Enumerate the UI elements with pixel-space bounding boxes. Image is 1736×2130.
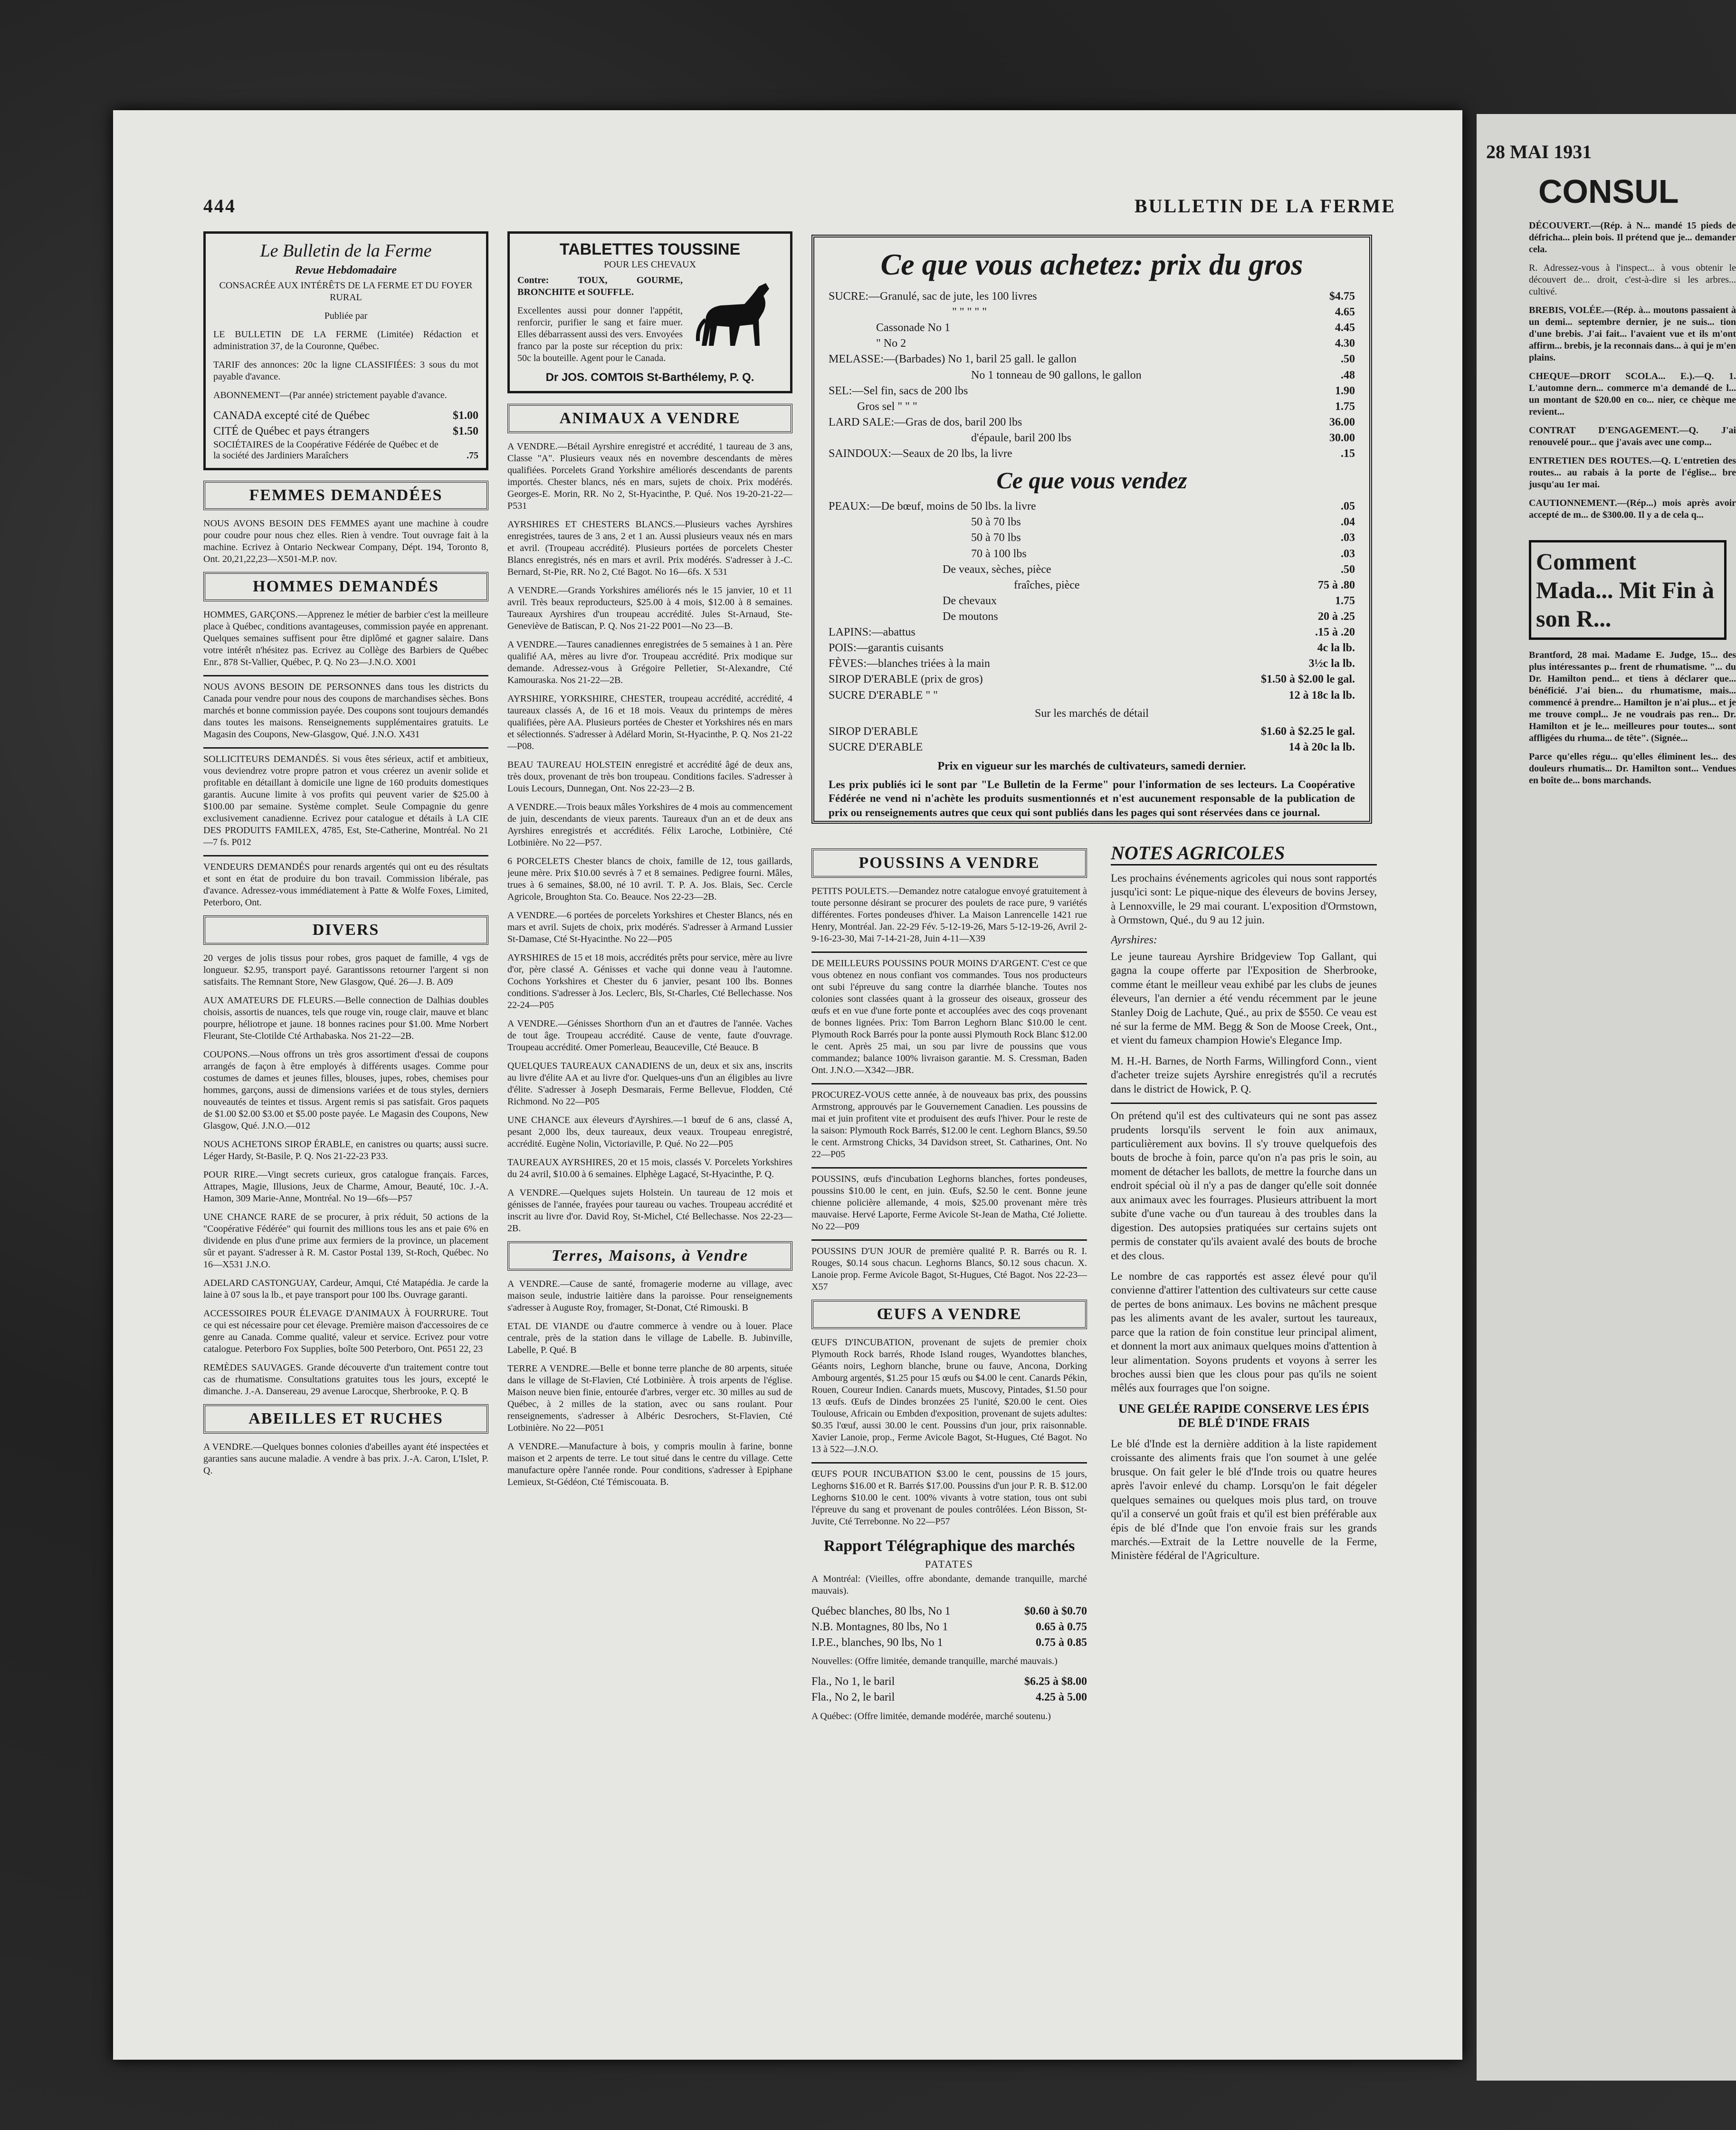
broche-paragraph-1: On prétend qu'il est des cultivateurs qui ne sont pas assez prudents lorsqu'ils servent le foin aux animaux, particulièrement aux bovins. Il s'y trouve quelquefois des bouts de broche à foin, parce qu'on n'a pas pris le soin, au moment de détacher les ballots, de mettre la fourche dans un endroit spécial où il n'y a pas de danger qu'elle soit donnée aux animaux avec les fourrages. Plusieurs attribuent la mort subite d'une vache ou d'un taureau à des troubles dans la digestion. Des autopsies pratiquées sur certains sujets ont permis de constater qu'ils avaient avalé des bouts de broche et des clous. bbox=[1111, 1110, 1377, 1262]
price-row bbox=[829, 399, 1355, 415]
classified-ad: BEAU TAUREAU HOLSTEIN enregistré et accrédité âgé de deux ans, très doux, provenant de très bon troupeau. Conditions faciles. S'adresser à Louis Lecours, Dunnegan, Ont. Nos 22-23—2 B. bbox=[507, 760, 792, 794]
prices-validity: Prix en vigueur sur les marchés de cultivateurs, samedi dernier. bbox=[937, 760, 1246, 772]
market-value: $0.60 à $0.70 bbox=[1024, 1605, 1087, 1617]
price-label: 70 à 100 lbs bbox=[971, 547, 1027, 560]
market-montreal: A Montréal: (Vieilles, offre abondante, demande tranquille, marché mauvais). bbox=[811, 1574, 1087, 1596]
broche-paragraph-2: Le nombre de cas rapportés est assez élevé pour qu'il convienne d'attirer l'attention des cultivateurs sur cette cause de pertes de bons animaux. Les bovins ne mâchent presque pas les aliments avant de les avaler, surtout les taureaux, parce que la ration de foin constitue leur principal aliment, et donnent la mort aux animaux quelques moins d'attention à leur alimentation. Soyons prudents et voyons à serrer les broches aussi bien que les clous pour pas qu'ils ne soient mêlés aux fourrages que l'on soigne. bbox=[1111, 1270, 1377, 1394]
price-value: 3½c la lb. bbox=[1308, 657, 1355, 670]
price-label: SIROP D'ERABLE (prix de gros) bbox=[829, 673, 983, 686]
price-value: .04 bbox=[1341, 516, 1355, 529]
divider bbox=[811, 1462, 1087, 1464]
divider bbox=[811, 1167, 1087, 1169]
classified-ad: DE MEILLEURS POUSSINS POUR MOINS D'ARGENT. C'est ce que vous obtenez en nous confiant vos commandes. Tous nos producteurs ont subi l'épreuve du sang contre la diarrhée blanche. Toutes nos colonies sont classées quant à la grosseur des oiseaux, grosseur des œufs et en vue d'une forte ponte et accouplées avec des coqs provenant de bonnes lignées. Prix: Tom Barron Leghorn Blanc $10.00 le cent. Plymouth Rock Barrés pour la ponte aussi Plymouth Rock Blanc $12.00 le cent. Après 25 mai, un sou par livre de poussins que vous commandez; balance 100% livraison garantie. M. S. Cressman, Baden Ont. J.N.O.—X342—JBR. bbox=[811, 958, 1087, 1075]
price-row bbox=[829, 625, 1355, 640]
column-4 bbox=[1111, 842, 1377, 2039]
price-label: d'épaule, baril 200 lbs bbox=[971, 431, 1071, 444]
divider bbox=[811, 1239, 1087, 1241]
price-label: SUCRE:—Granulé, sac de jute, les 100 livres bbox=[829, 290, 1037, 303]
classified-ad: A VENDRE.—Taures canadiennes enregistrées de 5 semaines à 1 an. Père qualifié AA, mères au livre d'or. Troupeau accrédité. Prix modique sur demande. Adressez-vous à Grégoire Pelletier, St-Alexandre, Cté Kamouraska. Nos 21-22—2B. bbox=[507, 639, 792, 685]
divider bbox=[1111, 1103, 1377, 1104]
next-page-ad-text: Brantford, 28 mai. Madame E. Judge, 15... des plus intéressantes p... frent de rhumatisme. "... du Dr. Hamilton pend... et tiens à déclarer que... bénéficié. J'ai bien... du rhumatisme, mais... commencé à prendre... Hamilton je n'ai plus... et je me trouve compl... Je ne voudrais pas ren... Dr. Hamilton et je le... meilleures pour toutes... sont affligées du rhuma... de tête". (Signée... bbox=[1529, 650, 1736, 743]
price-value: 4.65 bbox=[1335, 306, 1355, 319]
subscription-value: $1.50 bbox=[453, 425, 478, 438]
classified-ad: A VENDRE.—Génisses Shorthorn d'un an et d'autres de l'année. Vaches de tout âge. Troupeau accrédité. Cause de vente, faute d'ouvrage. Troupeau accrédité. Omer Pomerleau, Beauceville, Cté Beauce. B bbox=[507, 1018, 792, 1053]
price-label: SUCRE D'ERABLE " " bbox=[829, 689, 938, 702]
section-femmes-demandees: FEMMES DEMANDÉES bbox=[203, 481, 488, 510]
section-abeilles-et-ruches: ABEILLES ET RUCHES bbox=[203, 1404, 488, 1434]
subscription-row bbox=[213, 439, 478, 461]
classified-ad: NOUS AVONS BESOIN DES FEMMES ayant une machine à coudre pour coudre pour nous chez elles. Rien à vendre. Tout ouvrage fait à la machine. Ecrivez à Ontario Neckwear Company, Dépt. 194, Toronto 8, Ont. 20,21,22,23—X501-M.P. nov. bbox=[203, 518, 488, 565]
masthead-subtitle: Revue Hebdomadaire bbox=[295, 264, 397, 276]
price-row bbox=[829, 656, 1355, 672]
retail-caption: Sur les marchés de détail bbox=[1035, 707, 1149, 720]
masthead-rates: TARIF des annonces: 20c la ligne CLASSIFIÉES: 3 sous du mot payable d'avance. bbox=[213, 360, 478, 382]
market-nouvelles: Nouvelles: (Offre limitée, demande tranquille, marché mauvais.) bbox=[811, 1656, 1058, 1667]
market-value: 0.65 à 0.75 bbox=[1036, 1621, 1087, 1634]
column-1 bbox=[203, 231, 488, 2036]
market-row bbox=[811, 1635, 1087, 1651]
price-label: SEL:—Sel fin, sacs de 200 lbs bbox=[829, 384, 968, 397]
ayrshires-label: Ayrshires: bbox=[1111, 933, 1157, 946]
divider bbox=[203, 747, 488, 749]
section-poussins-a-vendre: POUSSINS A VENDRE bbox=[811, 848, 1087, 878]
price-value: $1.50 à $2.00 le gal. bbox=[1261, 673, 1355, 686]
price-value: 12 à 18c la lb. bbox=[1288, 689, 1355, 702]
classified-ad: PETITS POULETS.—Demandez notre catalogue envoyé gratuitement à toute personne désirant se procurer des poulets de race pure, 9 variétés différentes. Fortes pondeuses d'hiver. La Maison Lanrencelle 1421 rue Henry, Montréal. Jan. 22-29 Fév. 5-12-19-26, Mars 5-12-19-26, Avril 2-9-16-23-30, Mai 7-14-21-28, Juin 4-11—X39 bbox=[811, 886, 1087, 944]
masthead-publisher: LE BULLETIN DE LA FERME (Limitée) Rédaction et administration 37, de la Couronne, Québec. bbox=[213, 329, 478, 352]
price-label: SUCRE D'ERABLE bbox=[829, 741, 923, 753]
price-label: SAINDOUX:—Seaux de 20 lbs, la livre bbox=[829, 447, 1012, 460]
buy-prices-list bbox=[829, 289, 1355, 462]
next-page-columns bbox=[1529, 220, 1736, 521]
classified-ad: ADELARD CASTONGUAY, Cardeur, Amqui, Cté Matapédia. Je carde la laine à 07 sous la lb., et paye transport pour 100 lbs. Ouvrage garanti. bbox=[203, 1278, 488, 1301]
classified-ad: TAUREAUX AYRSHIRES, 20 et 15 mois, classés V. Porcelets Yorkshires du 24 avril, $10.00 à 6 semaines. Elphège Lagacé, St-Hyacinthe, P. Q. bbox=[507, 1157, 792, 1179]
divider bbox=[203, 675, 488, 676]
price-label: " " " " " bbox=[952, 306, 987, 319]
toussine-subtitle: POUR LES CHEVAUX bbox=[603, 259, 696, 270]
price-value: 4.30 bbox=[1335, 337, 1355, 350]
classified-ad: REMÈDES SAUVAGES. Grande découverte d'un traitement contre tout cas de rhumatisme. Consultations gratuites tous les jours, excepté le dimanche. J.-A. Dansereau, 29 avenue Larocque, Sherbrooke, P. Q. B bbox=[203, 1362, 488, 1397]
market-row bbox=[811, 1690, 1087, 1705]
price-value: .03 bbox=[1341, 547, 1355, 560]
market-quebec: A Québec: (Offre limitée, demande modérée, marché soutenu.) bbox=[811, 1711, 1051, 1721]
next-page-date: 28 MAI 1931 bbox=[1486, 141, 1592, 162]
price-label: De moutons bbox=[943, 610, 998, 623]
price-row bbox=[829, 609, 1355, 625]
classified-ad: QUELQUES TAUREAUX CANADIENS de un, deux et six ans, inscrits au livre d'élite AA et au livre d'or. Quelques-uns d'un an éligibles au livre d'élite. S'adresser à Joseph Desmarais, Ferme Bellevue, Flodden, Cté Richmond. No 22—P05 bbox=[507, 1061, 792, 1107]
toussine-against: Contre: TOUX, GOURME, BRONCHITE et SOUFFLE. bbox=[517, 275, 683, 297]
horse-icon bbox=[687, 275, 782, 355]
price-row bbox=[829, 688, 1355, 704]
price-value: 20 à .25 bbox=[1318, 610, 1355, 623]
classified-ad: NOUS ACHETONS SIROP ÉRABLE, en canistres ou quarts; aussi sucre. Léger Hardy, St-Basile, P. Q. Nos 21-22-23 P33. bbox=[203, 1139, 488, 1162]
section-divers: DIVERS bbox=[203, 915, 488, 945]
price-value: 4c la lb. bbox=[1317, 642, 1355, 655]
masthead-box bbox=[203, 231, 488, 470]
price-label: De chevaux bbox=[943, 594, 997, 607]
next-page-fragment: CHEQUE—DROIT SCOLA... E.).—Q. 1. L'automne dern... commerce m'a demandé de l... un montant de $20.00 en co... nier, ce chèque me revient... bbox=[1529, 371, 1736, 417]
price-label: 50 à 70 lbs bbox=[971, 516, 1021, 529]
market-label: N.B. Montagnes, 80 lbs, No 1 bbox=[811, 1621, 948, 1634]
price-row bbox=[829, 546, 1355, 562]
price-label: Cassonade No 1 bbox=[876, 322, 950, 334]
column-3 bbox=[811, 842, 1087, 2039]
price-value: .48 bbox=[1341, 369, 1355, 381]
next-page-ad-title: Comment Mada... Mit Fin à son R... bbox=[1529, 540, 1726, 640]
next-page-fragment: ENTRETIEN DES ROUTES.—Q. L'entretien des routes... au rabais à la porte de l'église... bre jusqu'au 1er mai. bbox=[1529, 456, 1736, 490]
next-page-edge bbox=[1477, 114, 1736, 2081]
classified-ad: A VENDRE.—6 portées de porcelets Yorkshires et Chester Blancs, nés en mars et avril. Sujets de choix, prix modérés. S'adresser à Armand Lussier St-Damase, Cté St-Hyacinthe. No 22—P05 bbox=[507, 910, 792, 944]
subscription-row bbox=[213, 408, 478, 424]
price-row bbox=[829, 530, 1355, 546]
masthead-title: Le Bulletin de la Ferme bbox=[260, 241, 432, 261]
barnes-text: M. H.-H. Barnes, de North Farms, Willingford Conn., vient d'acheter treize sujets Ayrshire enregistrés qu'il a recrutés dans le district de Howick, P. Q. bbox=[1111, 1055, 1377, 1095]
price-label: FÈVES:—blanches triées à la main bbox=[829, 657, 990, 670]
toussine-ad bbox=[507, 231, 792, 393]
market-label: Fla., No 2, le baril bbox=[811, 1691, 895, 1704]
classified-ad: POUSSINS D'UN JOUR de première qualité P. R. Barrés ou R. I. Rouges, $0.14 sous chacun. Leghorns Blancs, $0.12 sous chacun. X. Lanoie prop. Ferme Avicole Bagot, St-Hugues, Cté Bagot. Nos 22-23—X57 bbox=[811, 1246, 1087, 1292]
next-page-ad bbox=[1529, 649, 1736, 787]
classified-ad: AYRSHIRES de 15 et 18 mois, accrédités prêts pour service, mère au livre d'or, père classé A. Génisses et vache qui donne veau à l'automne. Cochons Yorkshires et Chester du 6 janvier, pesant 100 lbs. Bonnes conditions. S'adresser à Jos. Leclerc, Bls, St-Charles, Cté Bellechasse. Nos 22-24—P05 bbox=[507, 952, 792, 1010]
price-row bbox=[829, 578, 1355, 593]
section-animaux-a-vendre: ANIMAUX A VENDRE bbox=[507, 404, 792, 433]
price-row bbox=[829, 724, 1355, 740]
classified-ad: NOUS AVONS BESOIN DE PERSONNES dans tous les districts du Canada pour vendre pour nous des coupons de marchandises sèches. Bons marchés et bonne commission payée. Des coupons sont toujours demandés dans toutes les maisons. Renseignements supplémentaires gratuits. Le Magasin des Coupons, New-Glasgow, Qué. J.N.O. X431 bbox=[203, 682, 488, 740]
divider bbox=[811, 1083, 1087, 1084]
sell-prices-list bbox=[829, 499, 1355, 703]
price-row bbox=[829, 562, 1355, 578]
price-row bbox=[829, 352, 1355, 367]
price-label: Gros sel " " " bbox=[857, 400, 917, 413]
price-row bbox=[829, 499, 1355, 514]
subscription-row bbox=[213, 424, 478, 439]
next-page-fragment: DÉCOUVERT.—(Rép. à N... mandé 15 pieds de défricha... plein bois. Il prétend que je... demander cela. bbox=[1529, 220, 1736, 255]
price-row bbox=[829, 368, 1355, 383]
classified-ad: VENDEURS DEMANDÉS pour renards argentés qui ont eu des résultats et sont en état de produire du bon travail. Commission libérale, pas d'avance. Adressez-vous immédiatement à Patte & Wolfe Foxes, Limited, Peterboro, Ont. bbox=[203, 862, 488, 908]
classified-ad: SOLLICITEURS DEMANDÉS. Si vous êtes sérieux, actif et ambitieux, vous deviendrez votre propre patron et vous créerez un avenir solide et profitable en détaillant à domicile une ligne de 160 produits domestiques garantis. Aucune limite à vos profits qui peuvent varier de $25.00 à $100.00 par semaine. Système complet. Seule Compagnie du genre exclusivement canadienne. Ecrivez pour catalogue et détails à LA CIE DES PRODUITS FAMILEX, 4785, Est, Ste-Catherine, Montréal. No 21—7 fs. P012 bbox=[203, 754, 488, 848]
next-page-title: CONSUL bbox=[1538, 173, 1679, 210]
classified-ad: ACCESSOIRES POUR ÉLEVAGE D'ANIMAUX À FOURRURE. Tout ce qui est nécessaire pour cet élevage. Première maison d'accessoires de ce genre au Canada. Comme qualité, valeur et service. Ecrivez pour votre catalogue. Peterboro Fox Supplies, boîte 500 Peterboro, Ont. P651 22, 23 bbox=[203, 1308, 488, 1355]
price-label: MELASSE:—(Barbades) No 1, baril 25 gall. le gallon bbox=[829, 353, 1077, 366]
classified-ad: ŒUFS POUR INCUBATION $3.00 le cent, poussins de 15 jours, Leghorns $16.00 et R. Barrés $17.00. Poussins d'un jour P. R. B. $12.00 Leghorns $10.00 le cent. 100% vivants à votre station, tous ont subi l'épreuve du sang et provenant de poules contrôlées. Léon Bisson, St-Juvite, Cté Terrebonne. No 22—P57 bbox=[811, 1469, 1087, 1527]
publication-title: BULLETIN DE LA FERME bbox=[1134, 195, 1396, 217]
next-page-fragment: R. Adressez-vous à l'inspect... à vous obtenir le découvert de... droit, c'est-à-dire si les arbres... cultivé. bbox=[1529, 263, 1736, 297]
price-value: .05 bbox=[1341, 500, 1355, 513]
price-row bbox=[829, 740, 1355, 755]
price-row bbox=[829, 593, 1355, 609]
subscription-label: CANADA excepté cité de Québec bbox=[213, 409, 370, 422]
classified-ad: POUR RIRE.—Vingt secrets curieux, gros catalogue français. Farces, Attrapes, Magie, Illusions, Jeux de Charme, Amour, Beauté, 10c. J.-A. Hamon, 309 Marie-Anne, Montréal. No 19—6fs—P57 bbox=[203, 1170, 488, 1204]
market-subtitle: PATATES bbox=[925, 1558, 973, 1570]
gelee-text: Le blé d'Inde est la dernière addition à la liste rapidement croissante des aliments frais que l'on soumet à une gelée brusque. On fait geler le blé d'Inde trois ou quatre heures après l'avoir enlevé du champ. Lorsqu'on le fait dégeler quelques semaines ou quelques mois plus tard, on trouve qu'il a conservé un goût frais et qu'il est bien préférable aux épis de blé d'Inde que l'on envoie frais sur les grands marchés.—Extrait de la Lettre nouvelle de la Ferme, Ministère fédéral de l'Agriculture. bbox=[1111, 1437, 1377, 1562]
market-value: $6.25 à $8.00 bbox=[1024, 1675, 1087, 1688]
price-row bbox=[829, 446, 1355, 462]
section-terres-maisons: Terres, Maisons, à Vendre bbox=[507, 1241, 792, 1271]
price-value: 1.75 bbox=[1335, 594, 1355, 607]
toussine-agent: Dr JOS. COMTOIS St-Barthélemy, P. Q. bbox=[545, 371, 754, 384]
price-value: 75 à .80 bbox=[1318, 579, 1355, 591]
price-row bbox=[829, 336, 1355, 352]
classified-ad: ETAL DE VIANDE ou d'autre commerce à vendre ou à louer. Place centrale, près de la station dans le village de Labelle. B. Jubinville, Labelle, P. Qué. B bbox=[507, 1321, 792, 1355]
price-value: 30.00 bbox=[1329, 431, 1355, 444]
column-2 bbox=[507, 231, 792, 2036]
classified-ad: 20 verges de jolis tissus pour robes, gros paquet de famille, 4 vgs de longueur. $2.95, transport payé. Garantissons retourner l'argent si non satisfaits. The Remnant Store, New Glasgow, Qué. 26—J. B. A09 bbox=[203, 953, 488, 988]
section-hommes-demandes: HOMMES DEMANDÉS bbox=[203, 572, 488, 601]
classified-ad: UNE CHANCE aux éleveurs d'Ayrshires.—1 bœuf de 6 ans, classé A, pesant 2,000 lbs, deux taureaux, deux veaux. Troupeau enregistré, accrédité. Eugène Nolin, Victoriaville, P. Qué. No 22—P05 bbox=[507, 1115, 792, 1149]
next-page-fragment: BREBIS, VOLÉE.—(Rép. à... moutons passaient à un demi... septembre dernier, je ne suis... tion d'une brebis. J'ai fait... l'avaient vue et ils m'ont affirm... brebis, je la reconnais dans... à qui je m'en plains. bbox=[1529, 305, 1736, 363]
prices-box bbox=[811, 235, 1372, 824]
classified-ad: 6 PORCELETS Chester blancs de choix, famille de 12, tous gaillards, jeune mère. Prix $10.00 sevrés à 7 et 8 semaines. Pedigree fourni. Mâles, trues à 6 semaines, $8.00, né 10 avril. T. P. A. Jos. Blais, Sec. Cercle Agricole, Broughton Sta. Co. Beauce. Nos 22-23—2B. bbox=[507, 856, 792, 902]
classified-ad: A VENDRE.—Manufacture à bois, y compris moulin à farine, bonne maison et 2 arpents de terre. Le tout situé dans le centre du village. Cette manufacture opère l'année ronde. Pour conditions, s'adresser à Epiphane Lemieux, St-Gédéon, Cté Témiscouata. B. bbox=[507, 1441, 792, 1487]
price-label: LAPINS:—abattus bbox=[829, 626, 916, 639]
price-row bbox=[829, 383, 1355, 399]
classified-ad: A VENDRE.—Quelques sujets Holstein. Un taureau de 12 mois et génisses de l'année, frayées pour taureau ou vaches. Troupeau accrédité et inscrit au livre d'or. David Roy, St-Michel, Cté Bellechasse. Nos 22-23—2B. bbox=[507, 1188, 792, 1234]
market-value: 0.75 à 0.85 bbox=[1036, 1636, 1087, 1649]
price-value: $4.75 bbox=[1329, 290, 1355, 303]
section-oeufs-a-vendre: ŒUFS A VENDRE bbox=[811, 1300, 1087, 1329]
masthead-publisher-label: Publiée par bbox=[324, 311, 368, 321]
price-row bbox=[829, 640, 1355, 656]
prices-title: Ce que vous achetez: prix du gros bbox=[880, 247, 1303, 281]
classified-ad: A VENDRE.—Bétail Ayrshire enregistré et accrédité, 1 taureau de 3 ans, Classe "A". Plusieurs veaux nés en novembre descendants de mères qualifiées. Porcelets Grand Yorkshire améliorés descendants de parents importés. Chester blancs, nés en mars, sujets de choix. Prix modérés. Georges-E. Morin, RR. No 2, St-Hyacinthe, P. Qué. Nos 19-20-21-22—P531 bbox=[507, 441, 792, 511]
price-label: 50 à 70 lbs bbox=[971, 532, 1021, 544]
classified-ad: HOMMES, GARÇONS.—Apprenez le métier de barbier c'est la meilleure place à Québec, conditions avantageuses, commission payée en apprenant. Quelques semaines suffisent pour être diplômé et gagner salaire. Dans votre intérêt n'hésitez pas. Ecrivez au Collège des Barbiers de Québec Enr., 878 St-Vallier, Québec, P. Q. No 23—J.N.O. X001 bbox=[203, 609, 488, 668]
price-value: 1.90 bbox=[1335, 384, 1355, 397]
price-row bbox=[829, 514, 1355, 530]
classified-ad: TERRE A VENDRE.—Belle et bonne terre planche de 80 arpents, située dans le village de St-Flavien, Cté Lotbinière. À trois arpents de l'église. Maison neuve bien finie, entourée d'arbres, verger etc. 30 milles au sud de Québec, à 2 milles de la station, avec ou sans roulant. Pour renseignements, s'adresser à Albéric Desrochers, St-Flavien, Cté Lotbinière. No 22—P051 bbox=[507, 1363, 792, 1433]
classified-ad: A VENDRE.—Grands Yorkshires améliorés nés le 15 janvier, 10 et 11 avril. Très beaux reproducteurs, $25.00 à 4 mois, $12.00 à 8 semaines. Taureaux Ayrshires d'un troupeau accrédité. Jules St-Arnaud, Ste-Geneviève de Batiscan, P. Q. Nos 21-22 P001—No 23—B. bbox=[507, 585, 792, 631]
market-label: Québec blanches, 80 lbs, No 1 bbox=[811, 1605, 951, 1617]
market-row bbox=[811, 1604, 1087, 1619]
classified-ad: AYRSHIRES ET CHESTERS BLANCS.—Plusieurs vaches Ayrshires enregistrées, taures de 3 ans, 2 et 1 an. Aussi plusieurs veaux nés en mars et avril. (Troupeau accrédité). Plusieurs portées de porcelets Chester Blancs enregistrés, nés en mars et avril. Prix modérés. S'adresser à J.-C. Bernard, St-Pie, RR. No 2, Cté Bagot. No 16—6fs. X 531 bbox=[507, 519, 792, 577]
price-value: .50 bbox=[1341, 353, 1355, 366]
price-row bbox=[829, 304, 1355, 320]
toussine-body: Excellentes aussi pour donner l'appétit, renforcir, purifier le sang et faire muer. Elles débarrassent aussi des vers. Envoyées franco par la poste sur réception du prix: 50c la bouteille. Agent pour le Canada. bbox=[517, 305, 683, 363]
divider bbox=[203, 855, 488, 856]
price-label: fraîches, pièce bbox=[1014, 579, 1080, 591]
price-value: .50 bbox=[1341, 563, 1355, 576]
classified-ad: AYRSHIRE, YORKSHIRE, CHESTER, troupeau accrédité, accrédité, 4 taureaux classés A, de 16 et 18 mois. Veaux du printemps de mères qualifiées, père AA. Plusieurs portées de Chester et Yorkshires nés en mars et sélectionnés. S'adresser à Adélard Morin, St-Hyacinthe, P. Q. Nos 21-22—P08. bbox=[507, 694, 792, 751]
market-label: I.P.E., blanches, 90 lbs, No 1 bbox=[811, 1636, 943, 1649]
notes-heading: NOTES AGRICOLES bbox=[1111, 842, 1377, 865]
market-value: 4.25 à 5.00 bbox=[1036, 1691, 1087, 1704]
divider bbox=[811, 951, 1087, 953]
newspaper-page bbox=[113, 110, 1462, 2060]
price-value: 1.75 bbox=[1335, 400, 1355, 413]
price-value: .15 bbox=[1341, 447, 1355, 460]
price-label: SIROP D'ERABLE bbox=[829, 725, 918, 738]
classified-ad: A VENDRE.—Quelques bonnes colonies d'abeilles ayant été inspectées et garanties sans aucune maladie. A vendre à bas prix. J.-A. Caron, L'Islet, P. Q. bbox=[203, 1442, 488, 1476]
classified-ad: PROCUREZ-VOUS cette année, à de nouveaux bas prix, des poussins Armstrong, approuvés par le Gouvernement Canadien. Les poussins de mai et juin profitent vite et produisent des œufs l'hiver. Pour le reste de la saison: Plymouth Rock Barrés, $12.00 le cent. Leghorn Blancs, $9.50 le cent. Armstrong Chicks, 34 Davidson street, St. Catharines, Ont. No 22—P05 bbox=[811, 1090, 1087, 1160]
market-row bbox=[811, 1619, 1087, 1635]
price-label: LARD SALE:—Gras de dos, baril 200 lbs bbox=[829, 416, 1022, 428]
market-label: Fla., No 1, le baril bbox=[811, 1675, 895, 1688]
subscription-value: $1.00 bbox=[453, 409, 478, 422]
sell-title: Ce que vous vendez bbox=[996, 467, 1187, 494]
classified-ad: POUSSINS, œufs d'incubation Leghorns blanches, fortes pondeuses, poussins $10.00 le cent, en juin. Œufs, $2.50 le cent. Bonne jeune chienne policière allemande, 4 mois, $25.00 provenant mère très mauvaise. Hervé Laporte, Ferme Avicole St-Jean de Matha, Cté Joliette. No 22—P09 bbox=[811, 1174, 1087, 1232]
price-row bbox=[829, 415, 1355, 430]
price-value: 36.00 bbox=[1329, 416, 1355, 428]
market-row bbox=[811, 1674, 1087, 1690]
price-row bbox=[829, 430, 1355, 446]
price-value: 14 à 20c la lb. bbox=[1288, 741, 1355, 753]
classified-ad: AUX AMATEURS DE FLEURS.—Belle connection de Dalhias doubles choisis, assortis de nuances, tels que rouge vin, rouge clair, mauve et blanc pourpre, héliotrope et jaune. 18 bonnes racines pour $1.00. Mme Norbert Fleurant, Ste-Clotilde Cté Arthabaska. Nos 21-22—2B. bbox=[203, 995, 488, 1042]
next-page-fragment: Parce qu'elles régu... qu'elles éliminent les... des douleurs rhumatis... Dr. Hamilton sont... Vendues en boîte de... bons marchands. bbox=[1529, 751, 1736, 786]
price-label: PEAUX:—De bœuf, moins de 50 lbs. la livre bbox=[829, 500, 1036, 513]
subscription-label: SOCIÉTAIRES de la Coopérative Fédérée de Québec et de la société des Jardiniers Maraîchers bbox=[213, 439, 439, 461]
classified-ad: UNE CHANCE RARE de se procurer, à prix réduit, 50 actions de la "Coopérative Fédérée" qui fournit des millions tous les ans et paie 6% en dividende en plus d'une prime aux fermiers de la province, un placement sûr et payant. S'adresser à R. M. Castor Postal 139, St-Roch, Québec. No 16—X531 J.N.O. bbox=[203, 1212, 488, 1270]
price-row bbox=[829, 672, 1355, 687]
price-label: De veaux, sèches, pièce bbox=[943, 563, 1051, 576]
subscription-value: .75 bbox=[467, 450, 478, 461]
subscription-label: CITÉ de Québec et pays étrangers bbox=[213, 425, 370, 438]
price-value: 4.45 bbox=[1335, 322, 1355, 334]
classified-ad: A VENDRE.—Trois beaux mâles Yorkshires de 4 mois au commencement de juin, descendants de vieux parents. Taureaux d'un an et de deux ans Ayrshires enregistrés et accrédités. Félix Laroche, Lotbinière, Cté Lotbinière. No 22—P57. bbox=[507, 802, 792, 848]
masthead-dedication: CONSACRÉE AUX INTÉRÊTS DE LA FERME ET DU FOYER RURAL bbox=[219, 280, 473, 303]
classified-ad: ŒUFS D'INCUBATION, provenant de sujets de premier choix Plymouth Rock barrés, Rhode Island rouges, Wyandottes blanches, Géants noirs, Leghorn blanche, brune ou fauve, Ancona, Dorking Ambourg argentés, $1.25 pour 15 œufs ou $4.00 le cent. Canards Pékin, Rouen, Coureur Indien. Canards muets, Muscovy, Pintades, $1.50 pour 13 œufs. Œufs de Dindes bronzées 25 l'unité, $20.00 le cent. Oies Toulouse, Africain ou Embden d'exposition, provenant de sujets adultes: $0.35 l'œuf, aussi 30.00 le cent. Poussins d'un jour, prix raisonnable. Xavier Lanoie, prop., Ferme Avicole Bagot, St-Hugues, Cté Bagot. No 13 à 522—J.N.O. bbox=[811, 1337, 1087, 1455]
masthead-subscription: ABONNEMENT—(Par année) strictement payable d'avance. bbox=[213, 390, 447, 400]
ayrshires-text: Le jeune taureau Ayrshire Bridgeview Top Gallant, qui gagna la coupe offerte par l'Exposition de Sherbrooke, comme étant le meilleur veau exhibé par les clubs de jeunes éleveurs, l'an dernier a été vendu récemment par le jeune Stanley Doig de Lachute, Qué., au prix de $550. Ce veau est né sur la ferme de MM. Begg & Son de Moose Creek, Ont., et vient du fameux champion Howie's Elegance Imp. bbox=[1111, 950, 1377, 1046]
classified-ad: COUPONS.—Nous offrons un très gros assortiment d'essai de coupons arrangés de façon à être employés à différents usages. Comme pour costumes de dames et jeunes filles, blouses, jupes, robes, chemises pour hommes, garçons, aussi de dimensions variées et de tous styles, derniers nouveautés de teintes et tissus. Argent remis si pas satisfait. Gros paquets de $1.00 $2.00 $3.00 et $5.00 poste payée. Le Magasin des Coupons, New Glasgow, Qué. J.N.O.—012 bbox=[203, 1049, 488, 1132]
next-page-fragment: CONTRAT D'ENGAGEMENT.—Q. J'ai renouvelé pour... que j'avais avec une comp... bbox=[1529, 425, 1736, 447]
price-label: No 1 tonneau de 90 gallons, le gallon bbox=[971, 369, 1142, 381]
page-number: 444 bbox=[203, 195, 236, 217]
prices-note: Les prix publiés ici le sont par "Le Bulletin de la Ferme" pour l'information de ses lecteurs. La Coopérative Fédérée ne vend ni n'achète les produits susmentionnés et n'est aucunement responsable de la publication de prix ou renseignements autres que ceux qui sont publiés dans les pages qui sont réservées dans ce journal. bbox=[829, 778, 1355, 818]
gelee-heading: UNE GELÉE RAPIDE CONSERVE LES ÉPIS DE BLÉ D'INDE FRAIS bbox=[1118, 1401, 1369, 1430]
next-page-fragment: CAUTIONNEMENT.—(Rép...) mois après avoir accepté de m... de $300.00. Il y a de cela q... bbox=[1529, 498, 1736, 520]
price-row bbox=[829, 320, 1355, 336]
price-label: POIS:—garantis cuisants bbox=[829, 642, 944, 655]
price-value: $1.60 à $2.25 le gal. bbox=[1261, 725, 1355, 738]
toussine-title: TABLETTES TOUSSINE bbox=[559, 240, 741, 258]
price-value: .03 bbox=[1341, 532, 1355, 544]
classified-ad: A VENDRE.—Cause de santé, fromagerie moderne au village, avec maison seule, industrie laitière dans la paroisse. Pour renseignements s'adresser à Auguste Roy, fromager, St-Donat, Cté Rimouski. B bbox=[507, 1279, 792, 1313]
price-row bbox=[829, 289, 1355, 304]
notes-intro: Les prochains événements agricoles qui nous sont rapportés jusqu'ici sont: Le pique-nique des éleveurs de bovins Jersey, à Lennoxville, le 29 mai courant. L'exposition d'Ormstown, à Ormstown, Qué., du 9 au 12 juin. bbox=[1111, 872, 1377, 926]
price-value: .15 à .20 bbox=[1315, 626, 1355, 639]
market-title: Rapport Télégraphique des marchés bbox=[823, 1537, 1075, 1555]
price-label: " No 2 bbox=[876, 337, 906, 350]
